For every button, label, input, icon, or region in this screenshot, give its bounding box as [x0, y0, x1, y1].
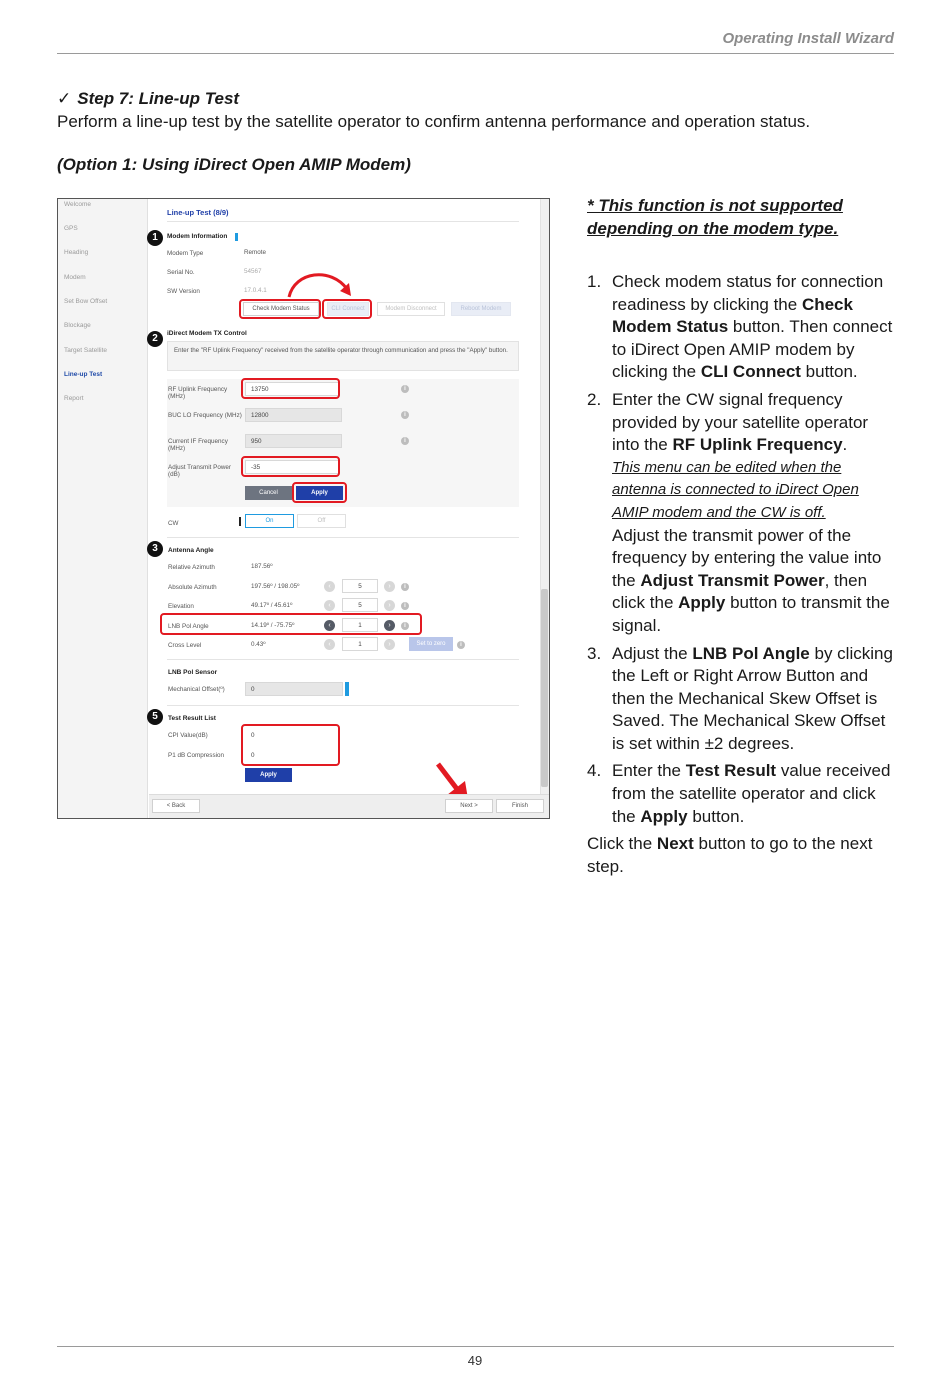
- buc-lo-info-icon[interactable]: i: [401, 411, 409, 419]
- step-title-text: Step 7: Line-up Test: [77, 89, 240, 108]
- instruction-bold: Check Modem Status: [612, 294, 853, 337]
- instruction-item-3: [587, 643, 897, 756]
- sidebar-item-modem[interactable]: Modem: [64, 274, 86, 281]
- instruction-number: 3.: [587, 643, 602, 663]
- sidebar-item-gps[interactable]: GPS: [64, 225, 78, 232]
- instruction-text: Check modem status for connection readiness by clicking the: [612, 272, 884, 314]
- tx-control-title: iDirect Modem TX Control: [167, 330, 247, 337]
- closing-bold: Next: [656, 834, 694, 854]
- cross-level-step-input[interactable]: 1: [342, 637, 378, 651]
- cw-indicator: [239, 517, 241, 526]
- instruction-text: value received from the satellite operator and click the: [612, 761, 891, 826]
- antenna-divider: [167, 659, 519, 660]
- rf-uplink-info-icon[interactable]: i: [401, 385, 409, 393]
- mechanical-offset-field: 0: [245, 682, 343, 696]
- sw-version-label: SW Version: [167, 288, 200, 295]
- elevation-right-arrow-icon[interactable]: ›: [384, 600, 395, 611]
- sidebar-item-set-bow-offset[interactable]: Set Bow Offset: [64, 298, 108, 305]
- instruction-text: Adjust the transmit power of the frequency by entering the value into the: [612, 525, 882, 590]
- instruction-number: 1.: [587, 272, 602, 291]
- p1-db-label: P1 dB Compression: [168, 752, 224, 759]
- instruction-text: Adjust the: [612, 643, 693, 663]
- antenna-angle-title: Antenna Angle: [168, 547, 214, 554]
- test-result-title: Test Result List: [168, 715, 216, 722]
- next-button[interactable]: Next >: [445, 799, 493, 813]
- instruction-text: .: [842, 435, 848, 455]
- marker-5: 5: [147, 709, 163, 725]
- absolute-azimuth-right-arrow-icon[interactable]: ›: [384, 581, 395, 592]
- unsupported-note: * This function is not supported depending on the modem type.: [587, 196, 843, 238]
- transmit-power-input[interactable]: -35: [245, 460, 340, 474]
- cross-level-left-arrow-icon[interactable]: ‹: [324, 639, 335, 650]
- title-divider: [167, 221, 519, 222]
- instruction-number: 4.: [587, 761, 602, 781]
- closing-part: button to go to the next step.: [587, 834, 873, 876]
- highlight-tx-apply: [292, 482, 347, 503]
- marker-3: 3: [147, 541, 163, 557]
- instruction-item-2: [587, 389, 897, 638]
- relative-azimuth-value: 187.56º: [251, 563, 273, 570]
- instruction-bold: Apply: [640, 806, 688, 826]
- instruction-list: [587, 271, 897, 878]
- modem-type-label: Modem Type: [167, 250, 204, 257]
- marker-1: 1: [147, 230, 163, 246]
- scrollbar[interactable]: [540, 199, 549, 794]
- header-rule: [57, 53, 894, 54]
- highlight-transmit-power: [241, 456, 340, 477]
- highlight-lnb-pol-angle: [160, 613, 422, 635]
- tx-divider: [167, 537, 519, 538]
- cw-off-button[interactable]: Off: [297, 514, 346, 528]
- instruction-number: 2.: [587, 389, 602, 409]
- highlight-test-result: [241, 724, 340, 766]
- instruction-text: by clicking the Left or Right Arrow Button and then the Mechanical Skew Offset is Saved. The Mechanical Skew Offset is set within ±2 degrees.: [612, 643, 893, 753]
- absolute-azimuth-left-arrow-icon[interactable]: ‹: [324, 581, 335, 592]
- cross-level-value: 0.43º: [251, 641, 266, 648]
- step-description: Perform a line-up test by the satellite operator to confirm antenna performance and operation status.: [57, 112, 811, 131]
- checkmark-icon: ✓: [57, 89, 72, 108]
- sidebar-item-blockage[interactable]: Blockage: [64, 322, 91, 329]
- running-head: Operating Install Wizard: [722, 30, 894, 47]
- highlight-cli-connect: [322, 299, 372, 319]
- absolute-azimuth-step-input[interactable]: 5: [342, 579, 378, 593]
- sidebar-item-target-satellite[interactable]: Target Satellite: [64, 347, 107, 354]
- cross-level-right-arrow-icon[interactable]: ›: [384, 639, 395, 650]
- instruction-bold: Apply: [678, 593, 726, 613]
- finish-button[interactable]: Finish: [496, 799, 544, 813]
- instruction-item-1: [587, 271, 897, 384]
- sidebar-item-report[interactable]: Report: [64, 395, 84, 402]
- wizard-screenshot: [57, 198, 550, 819]
- relative-azimuth-label: Relative Azimuth: [168, 564, 215, 571]
- offset-indicator: [345, 682, 349, 696]
- instruction-text: button.: [687, 806, 745, 826]
- current-if-label: Current IF Frequency (MHz): [168, 438, 228, 452]
- instruction-text: , then click the: [612, 570, 868, 613]
- serial-value: 54567: [244, 268, 262, 275]
- check-modem-status-button[interactable]: Check Modem Status: [243, 302, 319, 316]
- instruction-bold: RF Uplink Frequency: [672, 435, 843, 455]
- instruction-italic-note: This menu can be edited when the antenna is connected to iDirect Open AMIP modem and the CW is off.: [612, 458, 859, 521]
- rf-uplink-input[interactable]: 13750: [245, 382, 340, 396]
- wizard-page-title: Line-up Test (8/9): [167, 208, 229, 217]
- option-title: (Option 1: Using iDirect Open AMIP Modem): [57, 155, 411, 174]
- test-result-apply-button[interactable]: Apply: [245, 768, 292, 782]
- step-title: [57, 89, 239, 109]
- cpi-value-label: CPI Value(dB): [168, 732, 208, 739]
- instruction-text: button to transmit the signal.: [612, 593, 890, 635]
- modem-type-value: Remote: [244, 249, 267, 256]
- rf-uplink-label: RF Uplink Frequency (MHz): [168, 386, 228, 400]
- cancel-button[interactable]: Cancel: [245, 486, 292, 500]
- set-to-zero-button[interactable]: Set to zero: [409, 637, 453, 651]
- instruction-text: Enter the: [612, 761, 686, 781]
- lnb-pol-angle-value: 14.19º / -75.75º: [251, 622, 295, 629]
- current-if-info-icon[interactable]: i: [401, 437, 409, 445]
- sw-version-value: 17.0.4.1: [244, 287, 267, 294]
- elevation-left-arrow-icon[interactable]: ‹: [324, 600, 335, 611]
- highlight-rf-uplink: [241, 378, 340, 399]
- footer-rule: [57, 1346, 894, 1347]
- instruction-bold: Test Result: [685, 761, 777, 781]
- instruction-bold: Adjust Transmit Power: [640, 570, 825, 590]
- sensor-divider: [167, 705, 519, 706]
- serial-label: Serial No.: [167, 269, 195, 276]
- buc-lo-field: 12800: [245, 408, 342, 422]
- absolute-azimuth-label: Absolute Azimuth: [168, 584, 217, 591]
- highlight-check-modem-status: [239, 299, 321, 319]
- instruction-text: button.: [800, 362, 858, 382]
- instruction-item-4: [587, 760, 897, 828]
- elevation-info-icon[interactable]: i: [401, 602, 409, 610]
- marker-2: 2: [147, 331, 163, 347]
- elevation-value: 49.17º / 45.61º: [251, 602, 293, 609]
- lnb-left-arrow-icon[interactable]: ‹: [324, 620, 335, 631]
- lnb-sensor-title: LNB Pol Sensor: [168, 669, 218, 676]
- p1-db-input[interactable]: 0: [245, 748, 336, 762]
- back-button[interactable]: < Back: [152, 799, 200, 813]
- cw-on-button[interactable]: On: [245, 514, 294, 528]
- lnb-step-input[interactable]: 1: [342, 618, 378, 632]
- reboot-modem-button[interactable]: Reboot Modem: [451, 302, 511, 316]
- cross-level-info-icon[interactable]: i: [457, 641, 465, 649]
- elevation-step-input[interactable]: 5: [342, 598, 378, 612]
- elevation-label: Elevation: [168, 603, 194, 610]
- cpi-value-input[interactable]: 0: [245, 728, 336, 742]
- closing-text: [587, 833, 897, 878]
- transmit-power-label: Adjust Transmit Power (dB): [168, 464, 231, 478]
- lnb-pol-angle-label: LNB Pol Angle: [168, 623, 209, 630]
- tx-apply-button[interactable]: Apply: [296, 486, 343, 500]
- lnb-right-arrow-icon[interactable]: ›: [384, 620, 395, 631]
- modem-disconnect-button[interactable]: Modem Disconnect: [377, 302, 445, 316]
- page-number: 49: [467, 1353, 483, 1368]
- buc-lo-label: BUC LO Frequency (MHz): [168, 412, 242, 419]
- wizard-nav-bar: [149, 794, 549, 818]
- current-if-field: 950: [245, 434, 342, 448]
- sidebar-item-welcome[interactable]: Welcome: [64, 201, 91, 208]
- scrollbar-thumb[interactable]: [541, 589, 548, 787]
- cli-connect-button[interactable]: CLI Connect: [327, 302, 369, 316]
- absolute-azimuth-value: 197.56º / 198.05º: [251, 583, 300, 590]
- closing-part: Click the: [587, 834, 657, 854]
- modem-info-accent: [235, 233, 238, 241]
- modem-info-title: Modem Information: [167, 233, 228, 240]
- curved-arrow-icon: [285, 269, 361, 301]
- wizard-main: [149, 199, 549, 818]
- lnb-info-icon[interactable]: i: [401, 622, 409, 630]
- mechanical-offset-label: Mechanical Offset(º): [168, 686, 225, 693]
- cw-label: CW: [168, 520, 179, 527]
- instruction-bold: LNB Pol Angle: [692, 643, 810, 663]
- instruction-text: Enter the CW signal frequency provided by your satellite operator into the: [612, 389, 869, 455]
- sidebar-item-heading[interactable]: Heading: [64, 249, 89, 256]
- tx-control-info: Enter the "RF Uplink Frequency" received from the satellite operator through communication and press the "Apply" button.: [167, 341, 519, 371]
- absolute-azimuth-info-icon[interactable]: i: [401, 583, 409, 591]
- wizard-sidebar: [58, 199, 148, 818]
- cross-level-label: Cross Level: [168, 642, 202, 649]
- instruction-bold: CLI Connect: [700, 362, 801, 382]
- sidebar-item-line-up-test[interactable]: Line-up Test: [64, 371, 103, 378]
- instruction-text: button. Then connect to iDirect Open AMIP modem by clicking the: [612, 317, 893, 382]
